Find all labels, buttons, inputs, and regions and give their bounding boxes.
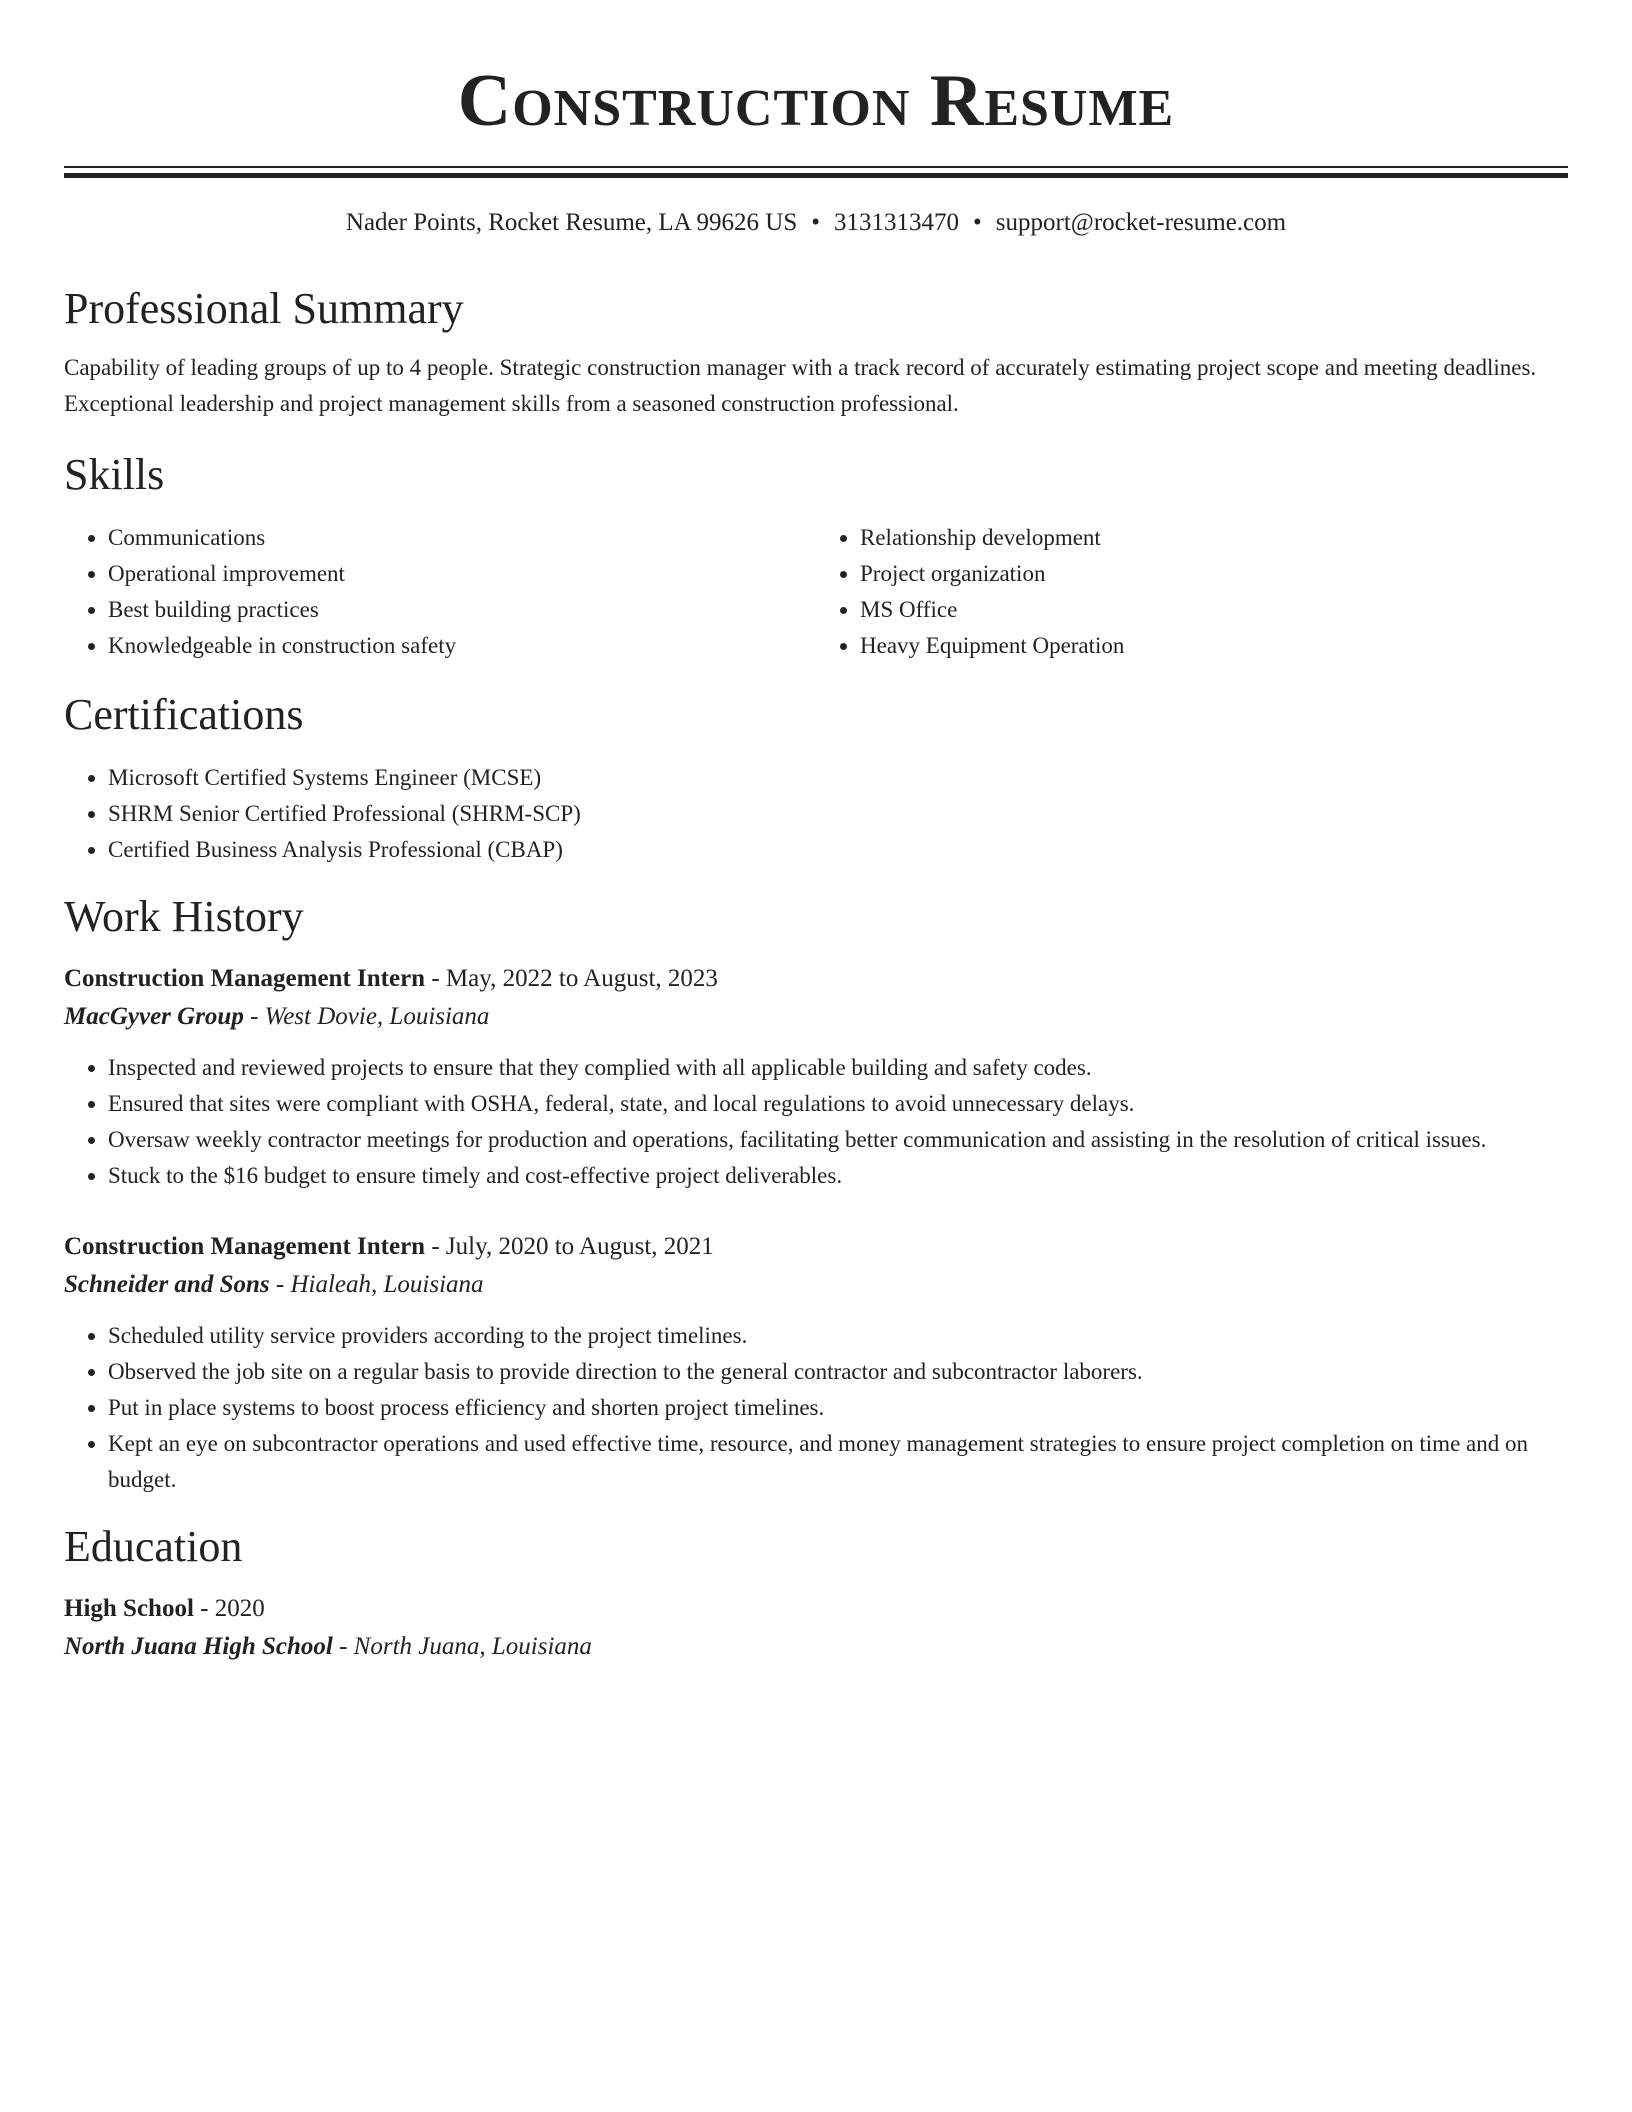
summary-heading: Professional Summary <box>64 284 464 333</box>
skills-list-right <box>816 520 1568 664</box>
job-bullet: • Inspected and reviewed projects to ensure that they complied with all applicable building and safety codes. <box>108 1050 1568 1086</box>
title-divider <box>64 166 1568 178</box>
summary-section <box>64 282 1568 422</box>
education-school: North Juana High School <box>64 1633 333 1660</box>
job-company: Schneider and Sons <box>64 1271 270 1298</box>
certifications-section <box>64 688 1568 868</box>
skill-item: • Knowledgeable in construction safety <box>108 628 816 664</box>
contact-phone: 3131313470 <box>834 209 960 236</box>
job-bullet: • Put in place systems to boost process efficiency and shorten project timelines. <box>108 1390 1568 1426</box>
education-school-line <box>64 1628 1568 1666</box>
skill-item: • Heavy Equipment Operation <box>860 628 1568 664</box>
contact-email: support@rocket-resume.com <box>995 209 1287 236</box>
job-location: - Hialeah, Louisiana <box>269 1271 484 1298</box>
job-bullet: • Scheduled utility service providers according to the project timelines. <box>108 1318 1568 1354</box>
skill-item: • Communications <box>108 520 816 556</box>
skills-grid <box>64 520 1568 664</box>
job-header <box>64 1228 1568 1266</box>
job-bullet: • Oversaw weekly contractor meetings for production and operations, facilitating better communication and assisting in the resolution of critical issues. <box>108 1122 1568 1158</box>
certifications-list <box>64 760 1568 868</box>
work-history-heading: Work History <box>64 892 304 941</box>
job-header <box>64 960 1568 998</box>
job-bullet: • Kept an eye on subcontractor operations and used effective time, resource, and money management strategies to ensure project completion on time and on budget. <box>108 1426 1568 1498</box>
work-history-section <box>64 890 1568 1498</box>
certification-item: • Microsoft Certified Systems Engineer (MCSE) <box>108 760 1568 796</box>
job-bullets <box>64 1318 1568 1498</box>
job-company: MacGyver Group <box>64 1003 244 1030</box>
job-dates: - May, 2022 to August, 2023 <box>425 965 718 992</box>
summary-text: Capability of leading groups of up to 4 people. Strategic construction manager with a track record of accurately estimating project scope and meeting deadlines. Exceptional leadership and project management skills from a seasoned construction professional. <box>64 355 1537 416</box>
education-year: - 2020 <box>193 1595 265 1622</box>
job-location: - West Dovie, Louisiana <box>243 1003 490 1030</box>
education-header <box>64 1590 1568 1628</box>
job-dates: - July, 2020 to August, 2021 <box>425 1233 714 1260</box>
skill-item: • Relationship development <box>860 520 1568 556</box>
contact-line <box>64 206 1568 240</box>
job-title: Construction Management Intern <box>64 1233 426 1260</box>
skill-item: • Project organization <box>860 556 1568 592</box>
resume-title: Construction Resume <box>457 60 1175 142</box>
certifications-heading: Certifications <box>64 690 304 739</box>
job-bullet: • Stuck to the $16 budget to ensure timely and cost-effective project deliverables. <box>108 1158 1568 1194</box>
contact-address: Nader Points, Rocket Resume, LA 99626 US <box>345 209 798 236</box>
job-entry <box>64 1228 1568 1498</box>
job-bullet: • Ensured that sites were compliant with OSHA, federal, state, and local regulations to avoid unnecessary delays. <box>108 1086 1568 1122</box>
education-heading: Education <box>64 1522 243 1571</box>
skills-heading: Skills <box>64 450 165 499</box>
certification-item: • Certified Business Analysis Professional (CBAP) <box>108 832 1568 868</box>
education-degree: High School <box>64 1595 194 1622</box>
job-bullet: • Observed the job site on a regular basis to provide direction to the general contractor and subcontractor laborers. <box>108 1354 1568 1390</box>
education-location: - North Juana, Louisiana <box>332 1633 592 1660</box>
job-company-line <box>64 1266 1568 1304</box>
job-entry <box>64 960 1568 1194</box>
skills-list-left <box>64 520 816 664</box>
job-title: Construction Management Intern <box>64 965 426 992</box>
skill-item: • Best building practices <box>108 592 816 628</box>
job-bullets <box>64 1050 1568 1194</box>
contact-separator: • <box>973 209 982 236</box>
skills-section <box>64 448 1568 664</box>
certification-item: • SHRM Senior Certified Professional (SHRM-SCP) <box>108 796 1568 832</box>
skill-item: • MS Office <box>860 592 1568 628</box>
education-section <box>64 1520 1568 1666</box>
skill-item: • Operational improvement <box>108 556 816 592</box>
job-company-line <box>64 998 1568 1036</box>
contact-separator: • <box>811 209 821 236</box>
